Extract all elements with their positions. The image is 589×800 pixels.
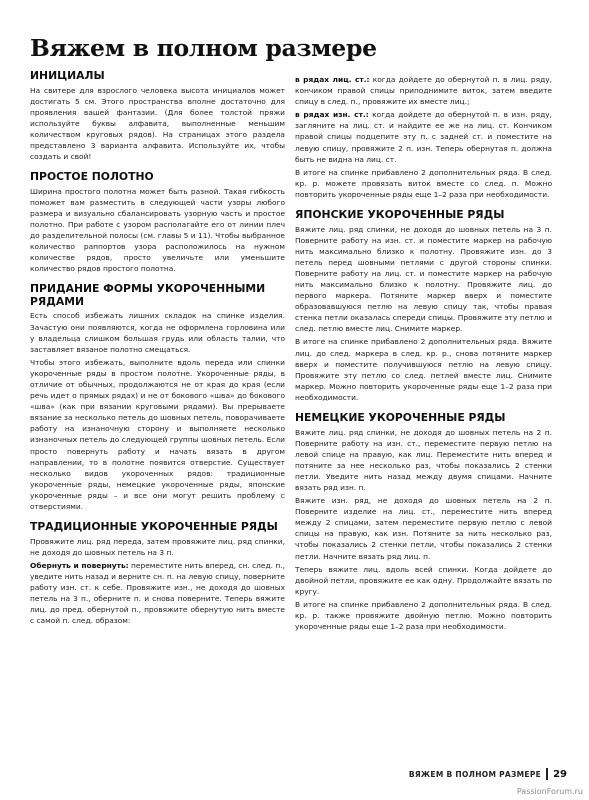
knit-rows-term: в рядах лиц. ст.: xyxy=(295,75,370,84)
german-text-2: Вяжите изн. ряд, не доходя до шовных петель на 2 п. Поверните изделие на лиц. ст., переместите нить вперед между 2 спицами, затем переместите первую петлю с левой спицы на правую, как изн. Потяните за нить несколько раз, чтобы показались 2 стенки петли, чтобы показались 2 стенки петли. Начните вязать ряд лиц. п. xyxy=(295,496,552,561)
heading-german-short-rows: НЕМЕЦКИЕ УКОРОЧЕННЫЕ РЯДЫ xyxy=(295,411,506,425)
german-text-3: Теперь вяжите лиц. вдоль всей спинки. Когда дойдете до двойной петли, провяжите ее как одну. Продолжайте вязать по кругу. xyxy=(295,564,552,596)
shaping-text-1: Есть способ избежать лишних складок на спинке изделия. Зачастую они появляются, когда не оформлена горловина или у владельца слишком большая грудь или область талии, что заставляет вязаное полотно смещаться. xyxy=(30,311,285,354)
purl-rows-body: когда дойдете до обернутой п. в изн. ряду, загляните на лиц. ст. и найдите ее же на лиц. ст. Кончиком правой спицы подцепите эту п. с задней ст. и поместите на левую спицу, провяжите 2 п. изн. Теперь обернутая п. должна быть не видна на лиц. ст. xyxy=(295,110,552,164)
section-initials xyxy=(30,70,285,162)
heading-traditional-short-rows: ТРАДИЦИОННЫЕ УКОРОЧЕННЫЕ РЯДЫ xyxy=(30,520,278,534)
left-column xyxy=(30,70,285,635)
heading-initials: ИНИЦИАЛЫ xyxy=(30,69,105,82)
section-german-short-rows xyxy=(295,412,552,632)
page-title: Вяжем в полном размере xyxy=(30,34,377,62)
purl-rows-term: в рядах изн. ст.: xyxy=(295,110,369,120)
wrap-and-turn-term: Обернуть и повернуть: xyxy=(30,560,129,570)
section-traditional-short-rows xyxy=(30,521,285,626)
german-text-1: Вяжите лиц. ряд спинки, не доходя до шовных петель на 2 п. Поверните работу на изн. ст., переместите первую петлю на левой спице на правую, как лиц. Переместите нить вперед и потяните за нее несколько раз, чтобы показались 2 стенки петли. Уведите нить назад между двумя спицами. Начните вязать ряд изн. п. xyxy=(295,427,552,492)
initials-text: На свитере для взрослого человека высота инициалов может достигать 5 см. Этого пространства вполне достаточно для проявления вашей фантазии. (Для более толстой пряжи используйте буквы алфавита, выполненные меньшим количеством круговых рядов). На страницах этого раздела представлено 3 варианта алфавита. Используйте их, чтобы создать и свой! xyxy=(30,85,285,162)
japanese-text-1: Вяжите лиц. ряд спинки, не доходя до шовных петель на 3 п. Поверните работу на изн. ст. и поместите маркер на рабочую нить максимально близко к полотну. Провяжите изн. до 3 петель перед шовными петлями с другой стороны спинки. Поверните работу на лиц. ст. и поместите маркер на рабочую нить максимально близко к полотну. Провяжите лиц. до первого маркера. Потяните маркер вверх и поместите образовавшуюся петлю на левую спицу так, чтобы правая стенка петли оказалась спереди спицы. Провяжите эту петлю и след. петлю вместе лиц. Снимите маркер. xyxy=(295,224,552,334)
heading-japanese-short-rows: ЯПОНСКИЕ УКОРОЧЕННЫЕ РЯДЫ xyxy=(295,208,505,222)
section-plain-fabric xyxy=(30,171,285,274)
footer-label: ВЯЖЕМ В ПОЛНОМ РАЗМЕРЕ xyxy=(408,769,542,779)
section-short-row-shaping xyxy=(30,283,285,512)
traditional-text-2 xyxy=(30,560,285,627)
page-number: 29 xyxy=(553,768,567,780)
traditional-text-1: Провяжите лиц. ряд переда, затем провяжите лиц. ряд спинки, не доходя до шовных петель на 3 п. xyxy=(30,536,285,557)
plain-fabric-text: Ширина простого полотна может быть разной. Такая гибкость поможет вам разместить в следующей части узоры любого размера и визуально сбалансировать узорную часть и простое полотно. При работе с узором располагайте его от линии плеч до разделительной полосы (см. главы 5 и 11). Чтобы выбранное количество раппортов узора расположилось на нужном количестве рядов, просто увеличьте или уменьшите количество рядов простого полотна. xyxy=(30,186,285,274)
right-column xyxy=(295,74,552,641)
shaping-text-2: Чтобы этого избежать, выполните вдоль переда или спинки укороченные ряды в простом полотне. Укороченные ряды, в отличие от обычных, продолжаются не от края до края (если речь идет о прямых рядах) и не от бокового «шва» до бокового «шва» (как при вязании круговыми рядами). Вы прерываете вязание за несколько петель до шовных петель, поворачиваете работу на изнаночную сторону и выполняете несколько изнаночных петель до следующей группы шовных петель. Если просто повернуть работу и начать вязать в другом направлении, то в полотне появится отверстие. Существует несколько видов укороченных рядов: традиционные укороченные ряды, немецкие укороченные ряды, японские укороченные ряды – и все они могут решить проблему с отверстиями. xyxy=(30,357,285,511)
wrap-and-turn-text: переместите нить вперед, сн. след. п., уведите нить назад и верните сн. п. на левую спицу, поверните работу изн. ст. к себе. Провяжите изн., не доходя до шовных петель на 3 п., оберните п. и снова поверните. Теперь вяжите лиц. до пред. обернутой п., провяжите обернутую нить вместе с самой п. след. образом: xyxy=(30,560,286,626)
watermark: PassionForum.ru xyxy=(516,787,583,796)
knit-rows-text xyxy=(295,74,552,107)
footer-divider xyxy=(546,768,548,780)
purl-rows-text xyxy=(295,109,552,164)
page-footer xyxy=(409,768,567,780)
heading-short-row-shaping: ПРИДАНИЕ ФОРМЫ УКОРОЧЕННЫМИ РЯДАМИ xyxy=(30,282,266,308)
japanese-text-2: В итоге на спинке прибавлено 2 дополнительных ряда. Вяжите лиц. до след. маркера в след. кр. р., снова потяните маркер вверх и поместите получившуюся петлю на левую спицу. Провяжите эту петлю со след. петлей вместе лиц. Снимите маркер. Можно повторить укороченные ряды еще 1–2 раза при необходимости. xyxy=(295,337,552,402)
section-japanese-short-rows xyxy=(295,209,552,403)
section-row-instructions xyxy=(295,74,552,200)
heading-plain-fabric: ПРОСТОЕ ПОЛОТНО xyxy=(30,170,154,184)
traditional-summary: В итоге на спинке прибавлено 2 дополнительных ряда. В след. кр. р. можете провязать виток вместе со след. п. Можно повторить укороченные ряды еще 1–2 раза при необходимости. xyxy=(295,167,552,199)
german-text-4: В итоге на спинке прибавлено 2 дополнительных ряда. В след. кр. р. также провяжите двойную петлю. Можно повторить укороченные ряды еще 1–2 раза при необходимости. xyxy=(295,599,552,632)
knit-rows-body: когда дойдете до обернутой п. в лиц. ряду, кончиком правой спицы приподнимите виток, затем введите спицу в след. п., провяжите их вместе лиц.; xyxy=(295,75,552,107)
